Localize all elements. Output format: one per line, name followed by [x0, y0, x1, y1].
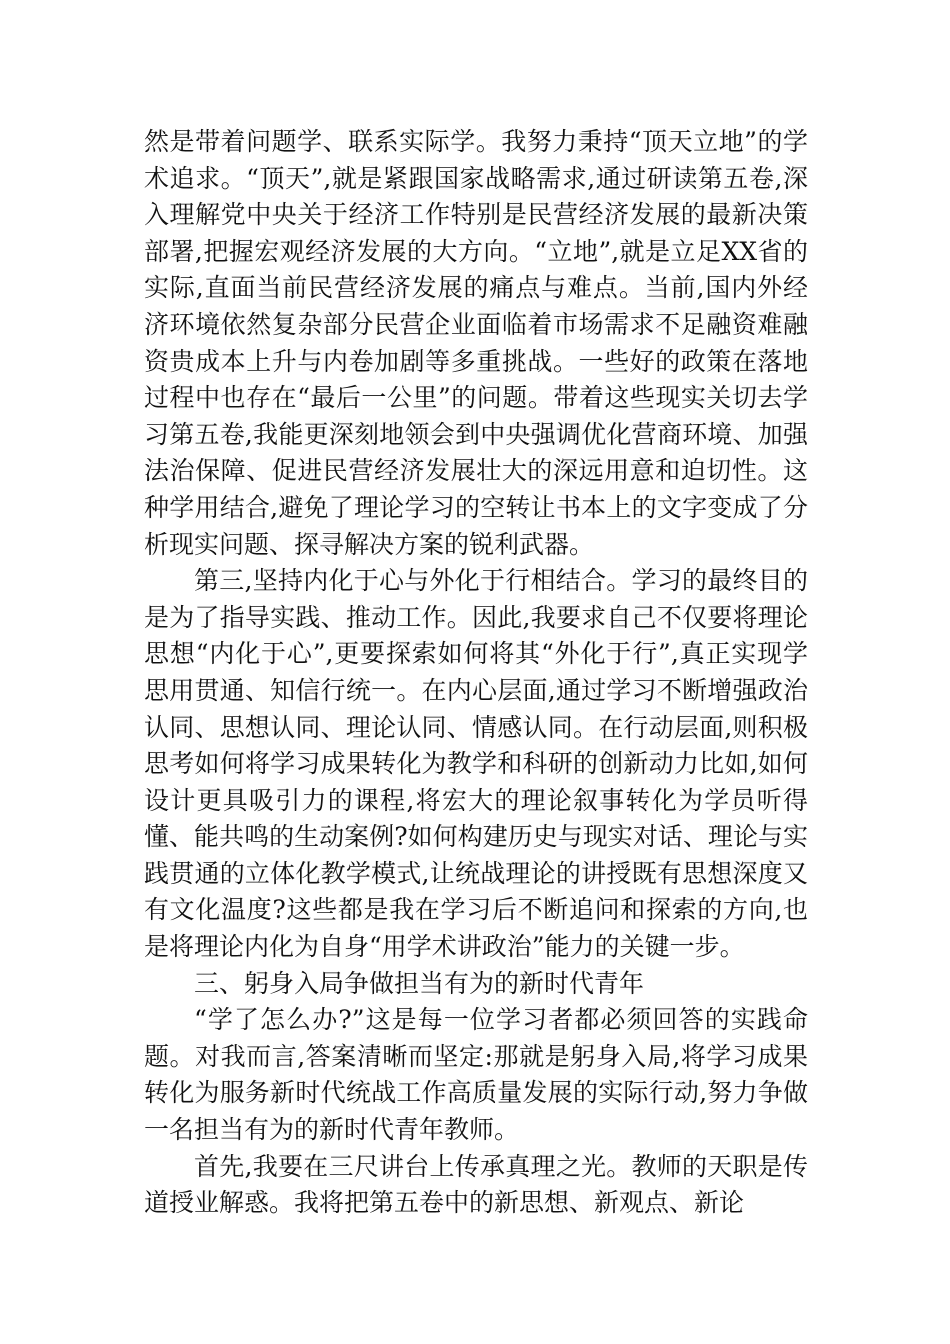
section-heading: 三、躬身入局争做担当有为的新时代青年 — [194, 968, 645, 998]
paragraph-continuation: 然是带着问题学、联系实际学。我努力秉持“顶天立地”的学术追求。“顶天”,就是紧跟国家战略需求,通过研读第五卷,深入理解党中央关于经济工作特别是民营经济发展的最新决策部署,把握宏观经济发展的大方向。“立地”,就是立足XX省的实际,直面当前民营经济发展的痛点与难点。当前,国内外经济环境依然复杂部分民营企业面临着市场需求不足融资难融资贵成本上升与内卷加剧等多重挑战。一些好的政策在落地过程中也存在“最后一公里”的问题。带着这些现实关切去学习第五卷,我能更深刻地领会到中央强调优化营商环境、加强法治保障、促进民营经济发展壮大的深远用意和迫切性。这种学用结合,避免了理论学习的空转让书本上的文字变成了分析现实问题、探寻解决方案的锐利武器。 — [144, 127, 808, 559]
document-body — [144, 124, 808, 1222]
paragraph-third-point: 第三,坚持内化于心与外化于行相结合。学习的最终目的是为了指导实践、推动工作。因此,我要求自己不仅要将理论思想“内化于心”,更要探索如何将其“外化于行”,真正实现学思用贯通、知信行统一。在内心层面,通过学习不断增强政治认同、思想认同、理论认同、情感认同。在行动层面,则积极思考如何将学习成果转化为教学和科研的创新动力比如,如何设计更具吸引力的课程,将宏大的理论叙事转化为学员听得懂、能共鸣的生动案例?如何构建历史与现实对话、理论与实践贯通的立体化教学模式,让统战理论的讲授既有思想深度又有文化温度?这些都是我在学习后不断追问和探索的方向,也是将理论内化为自身“用学术讲政治”能力的关键一步。 — [144, 566, 808, 962]
paragraph-practice-question: “学了怎么办?”这是每一位学习者都必须回答的实践命题。对我而言,答案清晰而坚定:那就是躬身入局,将学习成果转化为服务新时代统战工作高质量发展的实际行动,努力争做一名担当有为的新时代青年教师。 — [144, 1005, 808, 1145]
paragraph-first-point: 首先,我要在三尺讲台上传承真理之光。教师的天职是传道授业解惑。我将把第五卷中的新思想、新观点、新论 — [144, 1151, 808, 1218]
